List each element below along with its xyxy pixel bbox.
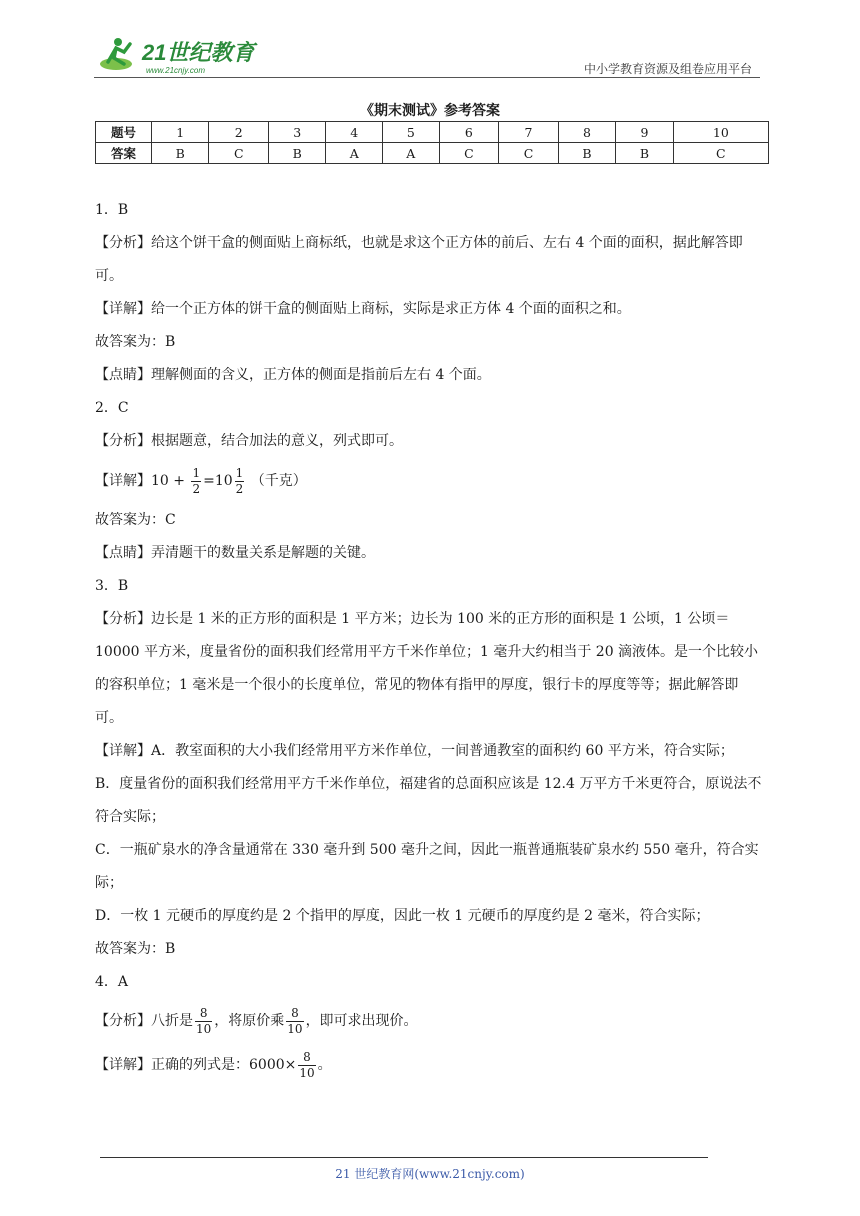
question-number-cell: 10 — [673, 122, 768, 143]
q2-detail-prefix: 【详解】 — [95, 473, 151, 489]
q2-comment: 【点睛】弄清题干的数量关系是解题的关键。 — [95, 545, 375, 561]
q1-detail: 【详解】给一个正方体的饼干盒的侧面贴上商标，实际是求正方体 4 个面的面积之和。 — [95, 301, 631, 317]
answer-row — [96, 143, 769, 164]
q4-frac3-num: 8 — [298, 1050, 315, 1066]
row-label-question: 题号 — [96, 122, 152, 143]
q1-heading: 1．B — [95, 202, 129, 218]
answer-cell: B — [269, 143, 326, 164]
q4-frac2-den: 10 — [287, 1021, 303, 1036]
q2-expr-eq: =10 — [203, 473, 233, 489]
q4-detail — [95, 1043, 765, 1087]
q1-analysis: 【分析】给这个饼干盒的侧面贴上商标纸，也就是求这个正方体的前后、左右 4 个面的面积，据此解答即可。 — [95, 235, 743, 284]
answer-cell: B — [558, 143, 615, 164]
q4-frac3-den: 10 — [299, 1065, 315, 1080]
q2-detail — [95, 458, 765, 504]
q4-analysis — [95, 999, 765, 1043]
q4-frac1-num: 8 — [195, 1006, 212, 1022]
question-number-cell: 9 — [616, 122, 673, 143]
header-divider — [94, 77, 760, 78]
q4-frac2-num: 8 — [286, 1006, 303, 1022]
footer-divider — [100, 1157, 708, 1158]
q1-conclusion: 故答案为：B — [95, 334, 176, 350]
question-number-cell: 2 — [209, 122, 269, 143]
q2-frac2-den: 2 — [235, 481, 244, 496]
q2-frac1-num: 1 — [192, 465, 201, 480]
answer-cell: A — [326, 143, 383, 164]
q3-analysis: 【分析】边长是 1 米的正方形的面积是 1 平方米；边长为 100 米的正方形的面积是 1 公顷，1 公顷＝10000 平方米，度量省份的面积我们经常用平方千米作单位；1 毫升大约相当于 20 滴液体。是一个比较小的容积单位；1 毫米是一个很小的长度单位，常见的物体有指甲的厚度，银行卡的厚度等等；据此解答即可。 — [95, 611, 759, 726]
q2-conclusion: 故答案为：C — [95, 512, 176, 528]
q3-heading: 3．B — [95, 578, 129, 594]
q3-option-b: B．度量省份的面积我们经常用平方千米作单位，福建省的总面积应该是 12.4 万平方千米更符合，原说法不符合实际； — [95, 776, 762, 825]
question-number-cell: 1 — [152, 122, 209, 143]
page-header — [94, 34, 760, 80]
question-number-cell: 4 — [326, 122, 383, 143]
q4-frac1-den: 10 — [196, 1021, 212, 1036]
row-label-answer: 答案 — [96, 143, 152, 164]
question-number-cell: 5 — [383, 122, 440, 143]
svg-text:www.21cnjy.com: www.21cnjy.com — [146, 66, 205, 75]
answer-table — [95, 121, 769, 164]
q2-fraction-2 — [235, 466, 245, 497]
question-number-cell: 8 — [558, 122, 615, 143]
q2-fraction-1 — [191, 466, 201, 497]
answer-cell: A — [383, 143, 440, 164]
q2-unit: （千克） — [250, 473, 307, 489]
answer-cell: C — [209, 143, 269, 164]
q4-detail-end: 。 — [317, 1057, 332, 1073]
q3-option-d: D．一枚 1 元硬币的厚度约是 2 个指甲的厚度，因此一枚 1 元硬币的厚度约是 2 毫米，符合实际； — [95, 908, 710, 924]
q4-analysis-a: 【分析】八折是 — [95, 1013, 193, 1029]
q4-fraction-2 — [286, 1006, 303, 1037]
q2-heading: 2．C — [95, 400, 129, 416]
q3-detail: 【详解】A．教室面积的大小我们经常用平方米作单位，一间普通教室的面积约 60 平方米，符合实际； — [95, 743, 734, 759]
q2-frac1-den: 2 — [192, 481, 201, 496]
answer-cell: B — [616, 143, 673, 164]
q4-analysis-c: ，即可求出现价。 — [305, 1013, 418, 1029]
answer-cell: C — [673, 143, 768, 164]
q4-detail-a: 【详解】正确的列式是：6000× — [95, 1057, 297, 1073]
21cnjy-logo — [94, 34, 294, 78]
question-number-row — [96, 122, 769, 143]
q1-comment: 【点睛】理解侧面的含义，正方体的侧面是指前后左右 4 个面。 — [95, 367, 491, 383]
answer-cell: C — [439, 143, 499, 164]
q4-fraction-1 — [195, 1006, 212, 1037]
answer-explanations — [95, 194, 765, 1087]
q2-frac2-num: 1 — [235, 465, 244, 480]
svg-text:21世纪教育: 21世纪教育 — [142, 40, 255, 65]
q2-analysis: 【分析】根据题意，结合加法的意义，列式即可。 — [95, 433, 403, 449]
question-number-cell: 3 — [269, 122, 326, 143]
answer-cell: C — [499, 143, 559, 164]
question-number-cell: 7 — [499, 122, 559, 143]
footer-link[interactable]: 21 世纪教育网(www.21cnjy.com) — [335, 1167, 525, 1181]
q3-option-c: C．一瓶矿泉水的净含量通常在 330 毫升到 500 毫升之间，因此一瓶普通瓶装矿泉水约 550 毫升，符合实际； — [95, 842, 759, 891]
q3-conclusion: 故答案为：B — [95, 941, 176, 957]
platform-label: 中小学教育资源及组卷应用平台 — [583, 62, 752, 76]
q2-expr-a: 10 + — [151, 473, 185, 489]
question-number-cell: 6 — [439, 122, 499, 143]
q4-fraction-3 — [298, 1050, 315, 1081]
document-title: 《期末测试》参考答案 — [360, 103, 500, 119]
q4-heading: 4．A — [95, 974, 129, 990]
answer-cell: B — [152, 143, 209, 164]
q4-analysis-b: ，将原价乘 — [214, 1013, 285, 1029]
